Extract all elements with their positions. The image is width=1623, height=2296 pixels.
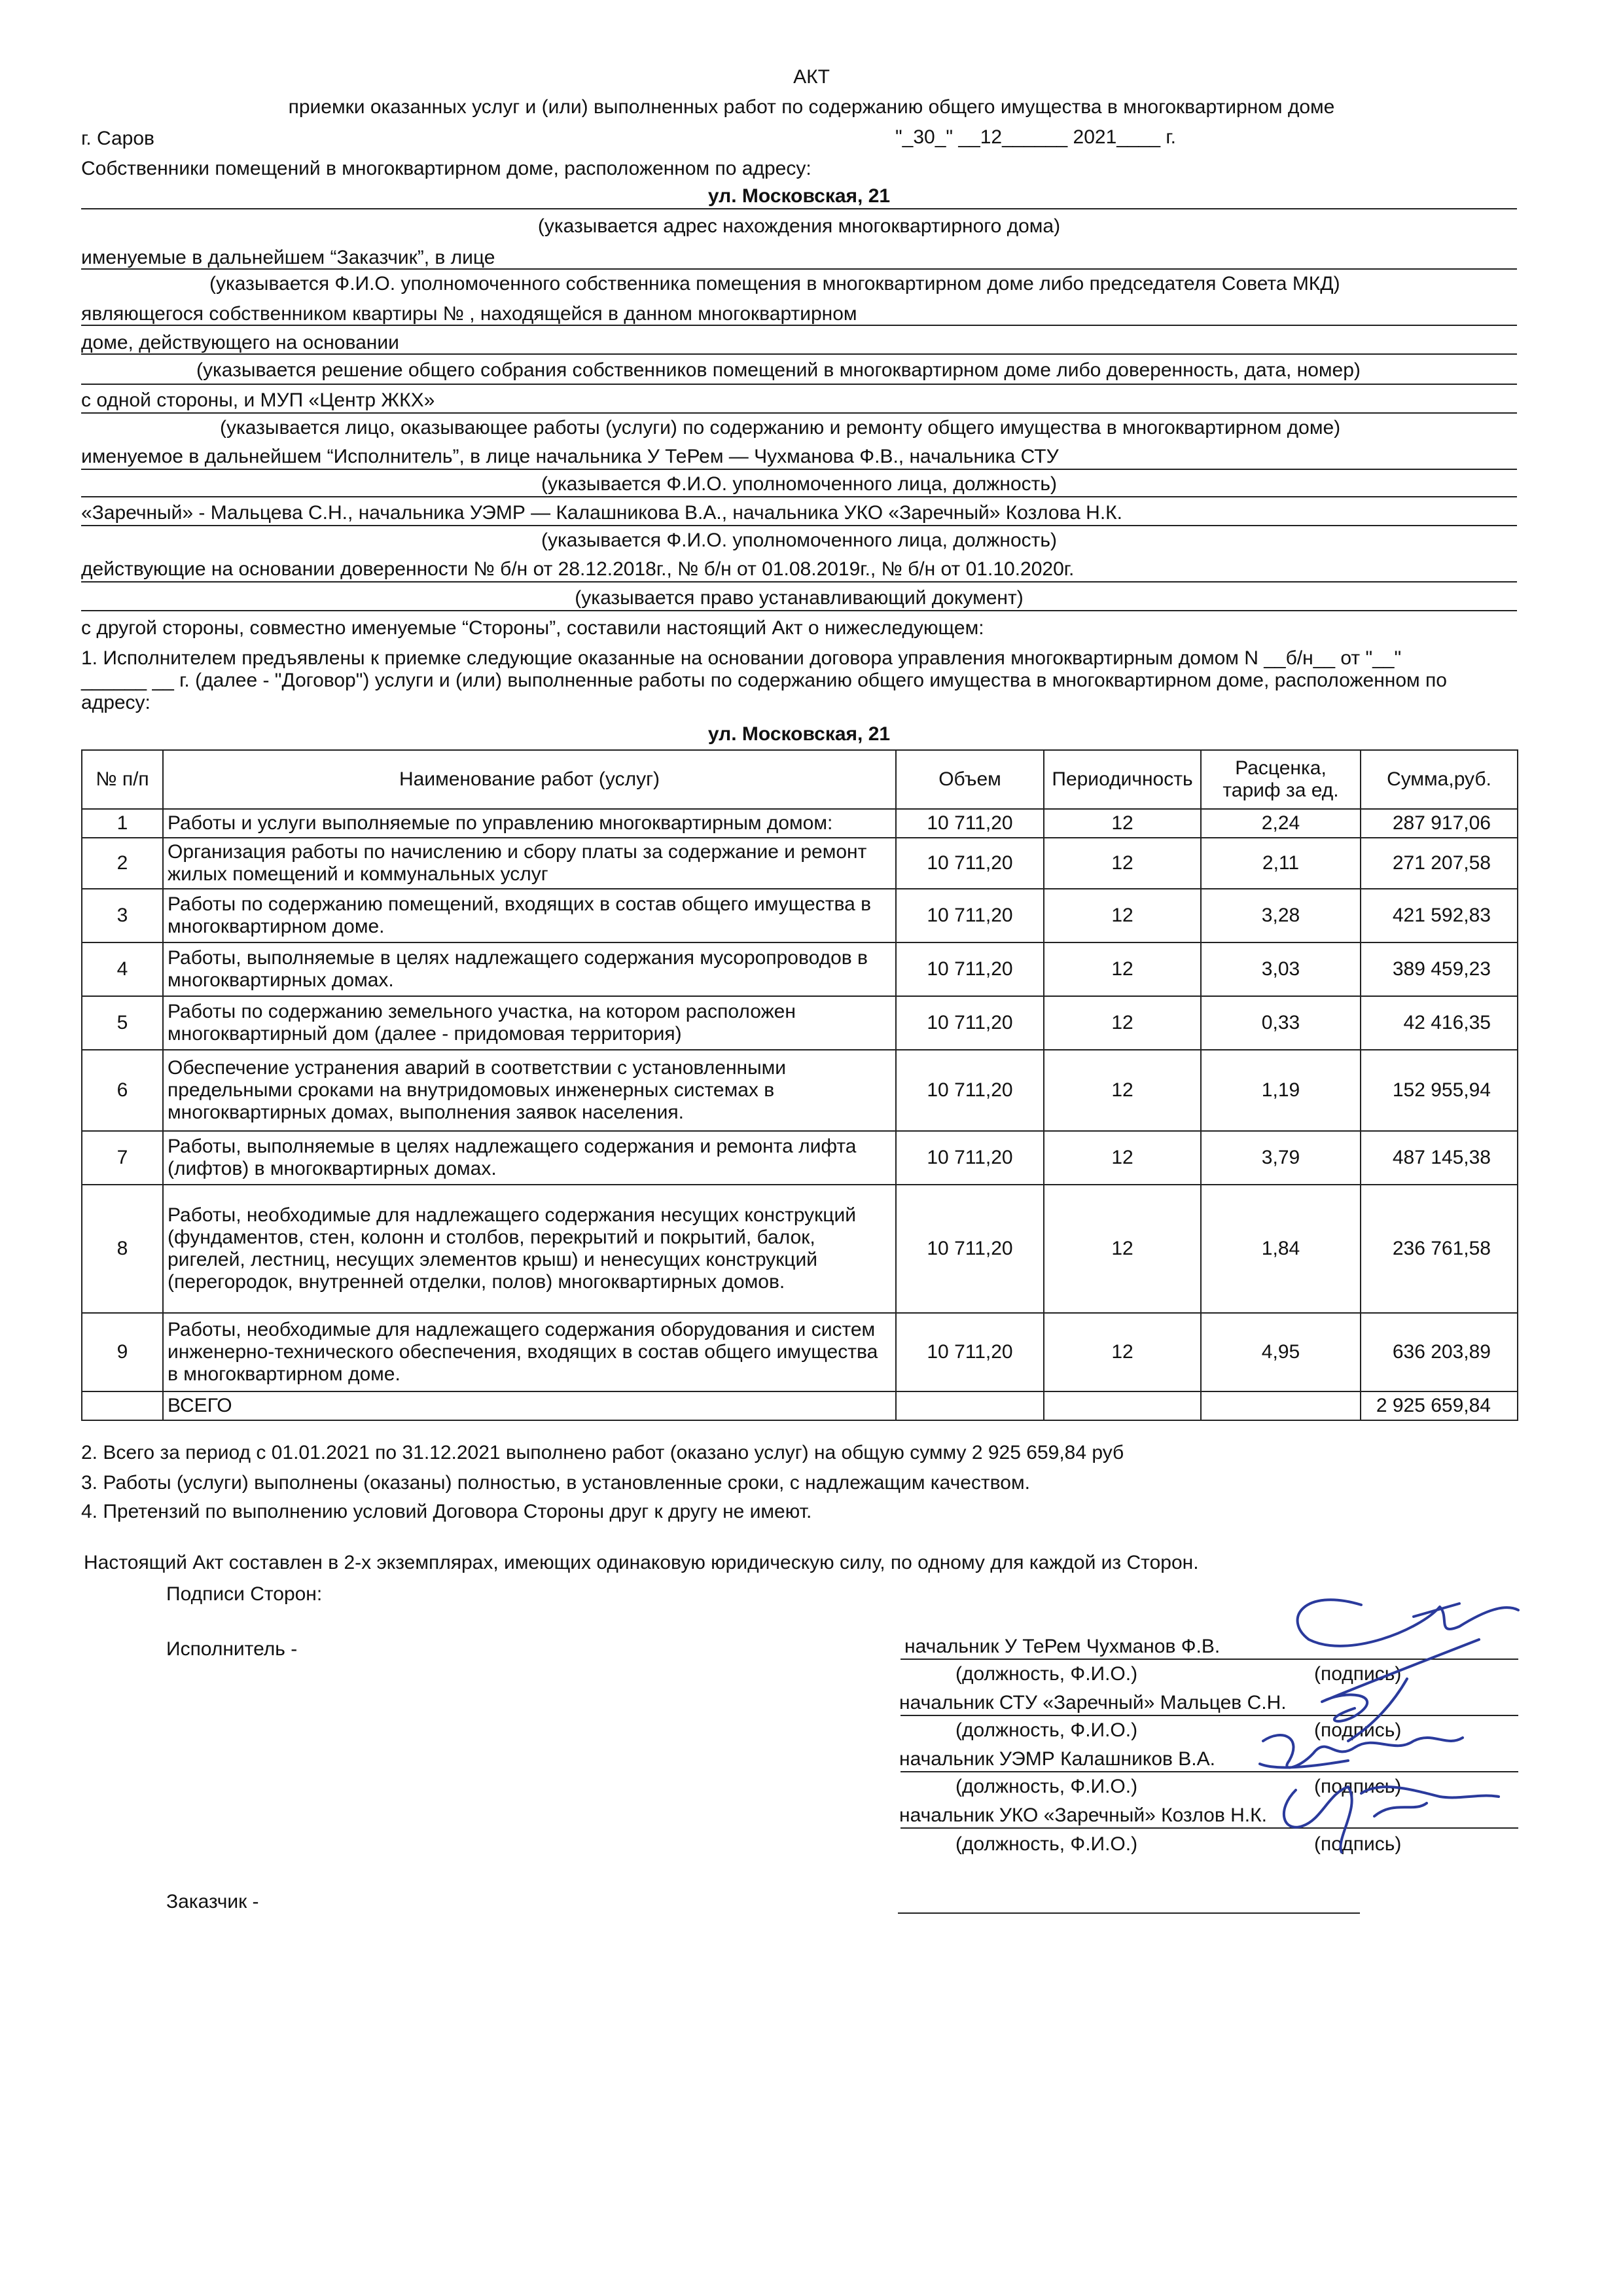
row-sum: 487 145,38: [1361, 1131, 1518, 1185]
party-line: с одной стороны, и МУП «Центр ЖКХ»: [81, 389, 435, 411]
row-name: Работы по содержанию земельного участка, на котором расположен многоквартирный дом (далее - придомовая территория): [163, 996, 896, 1050]
row-name: Работы и услуги выполняемые по управлению многоквартирным домом:: [163, 809, 896, 838]
row-volume: 10 711,20: [896, 1050, 1044, 1131]
signature-4: [1284, 1787, 1499, 1852]
row-rate: 2,11: [1201, 838, 1361, 889]
copies-note: Настоящий Акт составлен в 2-х экземплярах, имеющих одинаковую юридическую силу, по одному для каждой из Сторон.: [84, 1552, 1199, 1573]
row-volume: 10 711,20: [896, 809, 1044, 838]
paragraph-4: 4. Претензий по выполнению условий Договора Стороны друг к другу не имеют.: [81, 1501, 812, 1522]
signer-3-sign-hint: (подпись): [1314, 1776, 1402, 1797]
row-sum: 421 592,83: [1361, 889, 1518, 942]
col-header-number: № п/п: [82, 750, 163, 809]
row-rate: 0,33: [1201, 996, 1361, 1050]
col-header-name: Наименование работ (услуг): [163, 750, 896, 809]
row-volume: 10 711,20: [896, 838, 1044, 889]
row-sum: 636 203,89: [1361, 1313, 1518, 1391]
address: ул. Московская, 21: [707, 185, 891, 207]
row-name: Работы, выполняемые в целях надлежащего содержания мусоропроводов в многоквартирных домах.: [163, 942, 896, 996]
row-number: 9: [82, 1313, 163, 1391]
executor-hint-1: (указывается Ф.И.О. уполномоченного лица, должность): [541, 473, 1058, 495]
customer-line: именуемые в дальнейшем “Заказчик”, в лице: [81, 247, 495, 268]
col-header-volume: Объем: [896, 750, 1044, 809]
paragraph-1-line-2: ______ __ г. (далее - "Договор") услуги и (или) выполненные работы по содержанию общего имущества в многоквартирном доме, расположенном по: [81, 670, 1447, 691]
row-rate: 2,24: [1201, 809, 1361, 838]
row-number: 5: [82, 996, 163, 1050]
power-hint: (указывается право устанавливающий документ): [575, 587, 1024, 609]
row-sum: 287 917,06: [1361, 809, 1518, 838]
basis-hint: (указывается решение общего собрания собственников помещений в многоквартирном доме либо доверенность, дата, номер): [196, 359, 1361, 381]
row-number: 1: [82, 809, 163, 838]
city: г. Саров: [81, 128, 154, 149]
row-period: 12: [1044, 1050, 1201, 1131]
executor-line: именуемое в дальнейшем “Исполнитель”, в лице начальника У ТеРем — Чухманова Ф.В., начальника СТУ: [81, 446, 1059, 467]
row-rate: 1,19: [1201, 1050, 1361, 1131]
col-header-rate: Расценка, тариф за ед.: [1201, 750, 1361, 809]
executor-line-2: «Заречный» - Мальцева С.Н., начальника УЭМР — Калашникова В.А., начальника УКО «Заречный» Козлова Н.К.: [81, 502, 1122, 524]
signer-2-role-hint: (должность, Ф.И.О.): [955, 1719, 1138, 1741]
executor-label: Исполнитель -: [166, 1638, 298, 1660]
col-header-sum: Сумма,руб.: [1361, 750, 1518, 809]
paragraph-2: 2. Всего за период с 01.01.2021 по 31.12.2021 выполнено работ (оказано услуг) на общую сумму 2 925 659,84 руб: [81, 1442, 1124, 1463]
row-rate: 3,79: [1201, 1131, 1361, 1185]
document-title: АКТ: [793, 66, 830, 88]
signer-2-sign-hint: (подпись): [1314, 1719, 1402, 1741]
signer-1-sign-hint: (подпись): [1314, 1663, 1402, 1685]
power-line: действующие на основании доверенности № б/н от 28.12.2018г., № б/н от 01.08.2019г., № б/н от 01.10.2020г.: [81, 558, 1075, 580]
owner-line: являющегося собственником квартиры № , находящейся в данном многоквартирном: [81, 303, 857, 325]
row-name: Работы, необходимые для надлежащего содержания несущих конструкций (фундаментов, стен, колонн и столбов, перекрытий и покрытий, балок, ригелей, лестниц, несущих элементов крыш) и ненесущих конструкций (перегородок, внутренней отделки, полов) многоквартирных домов.: [163, 1185, 896, 1313]
row-period: 12: [1044, 838, 1201, 889]
row-sum: 389 459,23: [1361, 942, 1518, 996]
paragraph-1-line-1: 1. Исполнителем предъявлены к приемке следующие оказанные на основании договора управления многоквартирным домом N __б/н__ от "__": [81, 647, 1402, 669]
row-number: 4: [82, 942, 163, 996]
row-volume: 10 711,20: [896, 1185, 1044, 1313]
row-name: Организация работы по начислению и сбору платы за содержание и ремонт жилых помещений и коммунальных услуг: [163, 838, 896, 889]
row-number: 3: [82, 889, 163, 942]
party-hint: (указывается лицо, оказывающее работы (услуги) по содержанию и ремонту общего имущества в многоквартирном доме): [220, 417, 1341, 439]
row-sum: 271 207,58: [1361, 838, 1518, 889]
row-rate: 3,28: [1201, 889, 1361, 942]
signer-3-title: начальник УЭМР Калашников В.А.: [899, 1748, 1215, 1770]
row-period: 12: [1044, 1131, 1201, 1185]
basis-line: доме, действующего на основании: [81, 332, 399, 353]
executor-hint-2: (указывается Ф.И.О. уполномоченного лица, должность): [541, 529, 1058, 551]
table-address: ул. Московская, 21: [707, 723, 891, 745]
paragraph-3: 3. Работы (услуги) выполнены (оказаны) полностью, в установленные сроки, с надлежащим качеством.: [81, 1472, 1030, 1494]
row-period: 12: [1044, 996, 1201, 1050]
signer-4-role-hint: (должность, Ф.И.О.): [955, 1833, 1138, 1855]
signatures-title: Подписи Сторон:: [166, 1583, 323, 1605]
signer-1-title: начальник У ТеРем Чухманов Ф.В.: [904, 1636, 1221, 1657]
total-sum: 2 925 659,84: [1361, 1391, 1518, 1420]
signer-1-role-hint: (должность, Ф.И.О.): [955, 1663, 1138, 1685]
row-number: 6: [82, 1050, 163, 1131]
signer-4-sign-hint: (подпись): [1314, 1833, 1402, 1855]
customer-label: Заказчик -: [166, 1891, 259, 1912]
owners-line: Собственники помещений в многоквартирном доме, расположенном по адресу:: [81, 158, 812, 179]
signature-2: [1322, 1640, 1479, 1741]
row-period: 12: [1044, 809, 1201, 838]
row-name: Обеспечение устранения аварий в соответствии с установленными предельными сроками на внутридомовых инженерных системах в многоквартирных домах, выполнения заявок населения.: [163, 1050, 896, 1131]
sides-line: с другой стороны, совместно именуемые “Стороны”, составили настоящий Акт о нижеследующем:: [81, 617, 984, 639]
signer-4-title: начальник УКО «Заречный» Козлов Н.К.: [899, 1804, 1267, 1826]
address-hint: (указывается адрес нахождения многоквартирного дома): [537, 215, 1061, 237]
row-rate: 3,03: [1201, 942, 1361, 996]
document-subtitle: приемки оказанных услуг и (или) выполненных работ по содержанию общего имущества в многоквартирном доме: [288, 96, 1335, 118]
row-rate: 4,95: [1201, 1313, 1361, 1391]
total-label: ВСЕГО: [163, 1391, 896, 1420]
row-period: 12: [1044, 942, 1201, 996]
row-number: 7: [82, 1131, 163, 1185]
signer-2-title: начальник СТУ «Заречный» Мальцев С.Н.: [899, 1692, 1287, 1713]
row-period: 12: [1044, 1185, 1201, 1313]
row-sum: 42 416,35: [1361, 996, 1518, 1050]
customer-hint: (указывается Ф.И.О. уполномоченного собственника помещения в многоквартирном доме либо председателя Совета МКД): [209, 273, 1340, 295]
row-sum: 236 761,58: [1361, 1185, 1518, 1313]
row-volume: 10 711,20: [896, 996, 1044, 1050]
signature-3: [1260, 1735, 1463, 1768]
signature-1: [1298, 1600, 1518, 1646]
row-name: Работы, необходимые для надлежащего содержания оборудования и систем инженерно-технического обеспечения, входящих в состав общего имущества в многоквартирном доме.: [163, 1313, 896, 1391]
row-name: Работы, выполняемые в целях надлежащего содержания и ремонта лифта (лифтов) в многоквартирных домах.: [163, 1131, 896, 1185]
paragraph-1-line-3: адресу:: [81, 692, 151, 713]
row-period: 12: [1044, 1313, 1201, 1391]
row-number: 8: [82, 1185, 163, 1313]
row-name: Работы по содержанию помещений, входящих в состав общего имущества в многоквартирном доме.: [163, 889, 896, 942]
row-period: 12: [1044, 889, 1201, 942]
col-header-period: Периодичность: [1044, 750, 1201, 809]
row-sum: 152 955,94: [1361, 1050, 1518, 1131]
row-volume: 10 711,20: [896, 1313, 1044, 1391]
signer-3-role-hint: (должность, Ф.И.О.): [955, 1776, 1138, 1797]
row-rate: 1,84: [1201, 1185, 1361, 1313]
row-volume: 10 711,20: [896, 889, 1044, 942]
row-number: 2: [82, 838, 163, 889]
row-volume: 10 711,20: [896, 1131, 1044, 1185]
document-date: "_30_" __12______ 2021____ г.: [895, 126, 1176, 148]
row-volume: 10 711,20: [896, 942, 1044, 996]
